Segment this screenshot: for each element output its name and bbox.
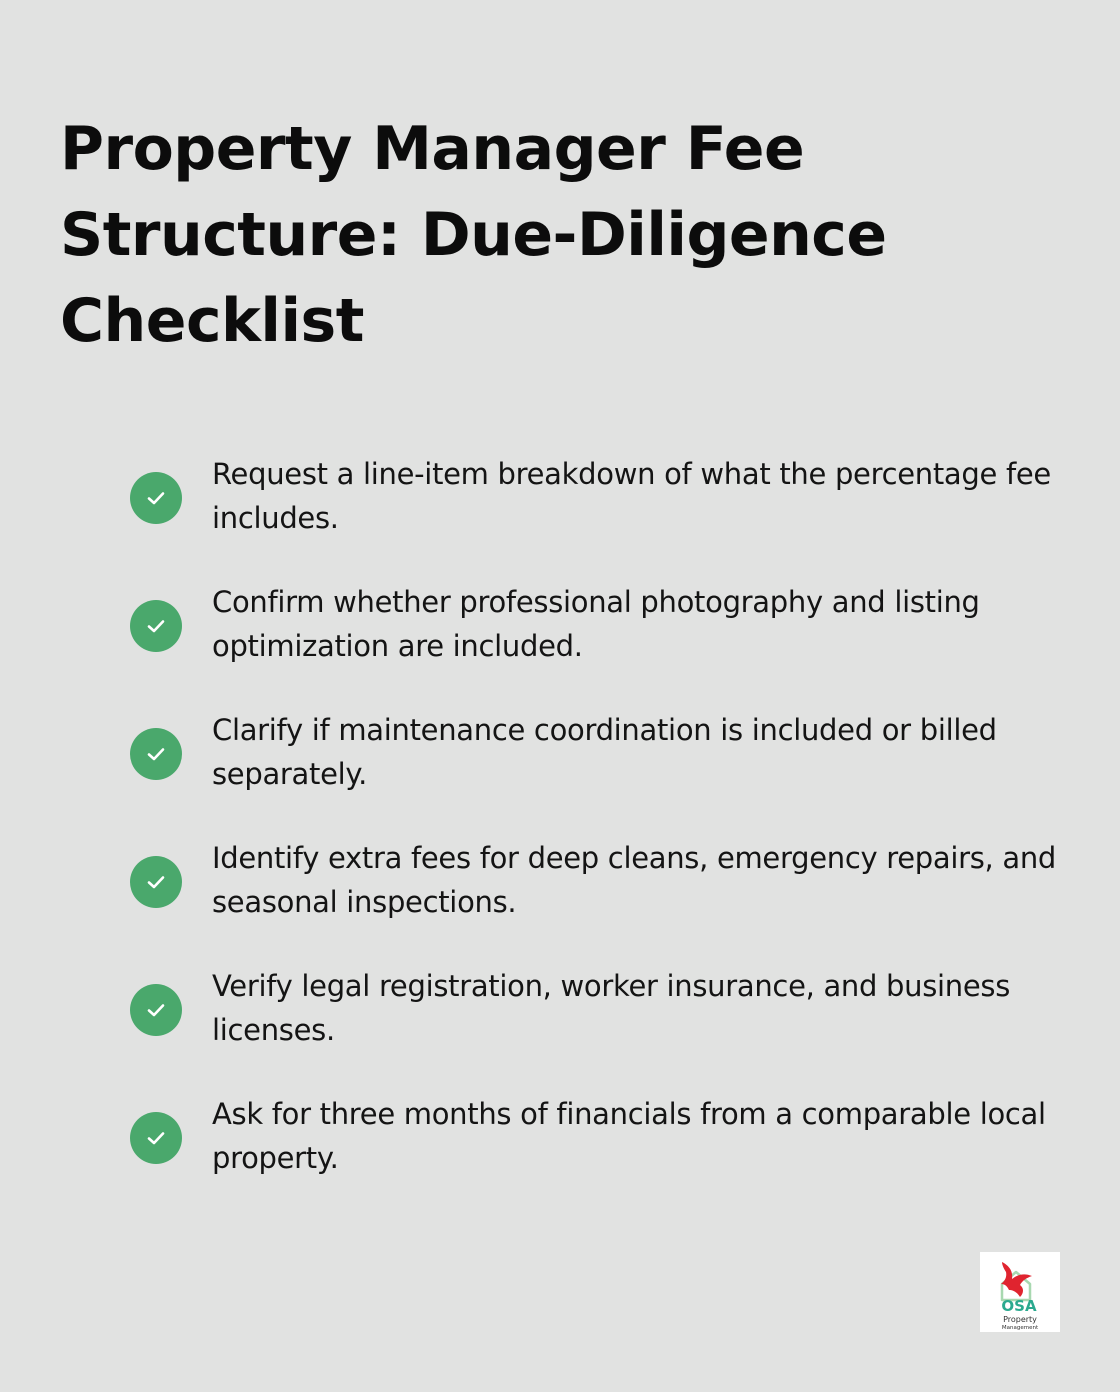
logo-brand: OSA [1001,1297,1037,1315]
page-title: Property Manager Fee Structure: Due-Diligence Checklist [60,114,887,356]
checklist-item-text: Ask for three months of financials from a comparable local property. [212,1097,1046,1175]
company-logo [980,1252,1060,1332]
check-circle-icon [130,728,182,780]
checklist-item [130,708,1060,836]
checklist-item-text: Verify legal registration, worker insurance, and business licenses. [212,969,1011,1047]
check-circle-icon [130,856,182,908]
checklist-item [130,452,1060,580]
bird-icon [1001,1262,1032,1297]
checklist-item-text: Identify extra fees for deep cleans, emergency repairs, and seasonal inspections. [212,841,1057,919]
check-circle-icon [130,600,182,652]
checklist-item-text: Clarify if maintenance coordination is included or billed separately. [212,713,997,791]
logo-subtitle-line2: Management [1001,1325,1039,1331]
checklist-item-text: Confirm whether professional photography and listing optimization are included. [212,585,980,663]
check-circle-icon [130,1112,182,1164]
logo-subtitle-line1: Property [1003,1315,1037,1324]
check-circle-icon [130,472,182,524]
checklist-item [130,836,1060,964]
checklist-item [130,580,1060,708]
check-circle-icon [130,984,182,1036]
checklist-item [130,964,1060,1092]
checklist-item [130,1092,1060,1220]
checklist [130,452,1060,1220]
checklist-item-text: Request a line-item breakdown of what the percentage fee includes. [212,457,1051,535]
